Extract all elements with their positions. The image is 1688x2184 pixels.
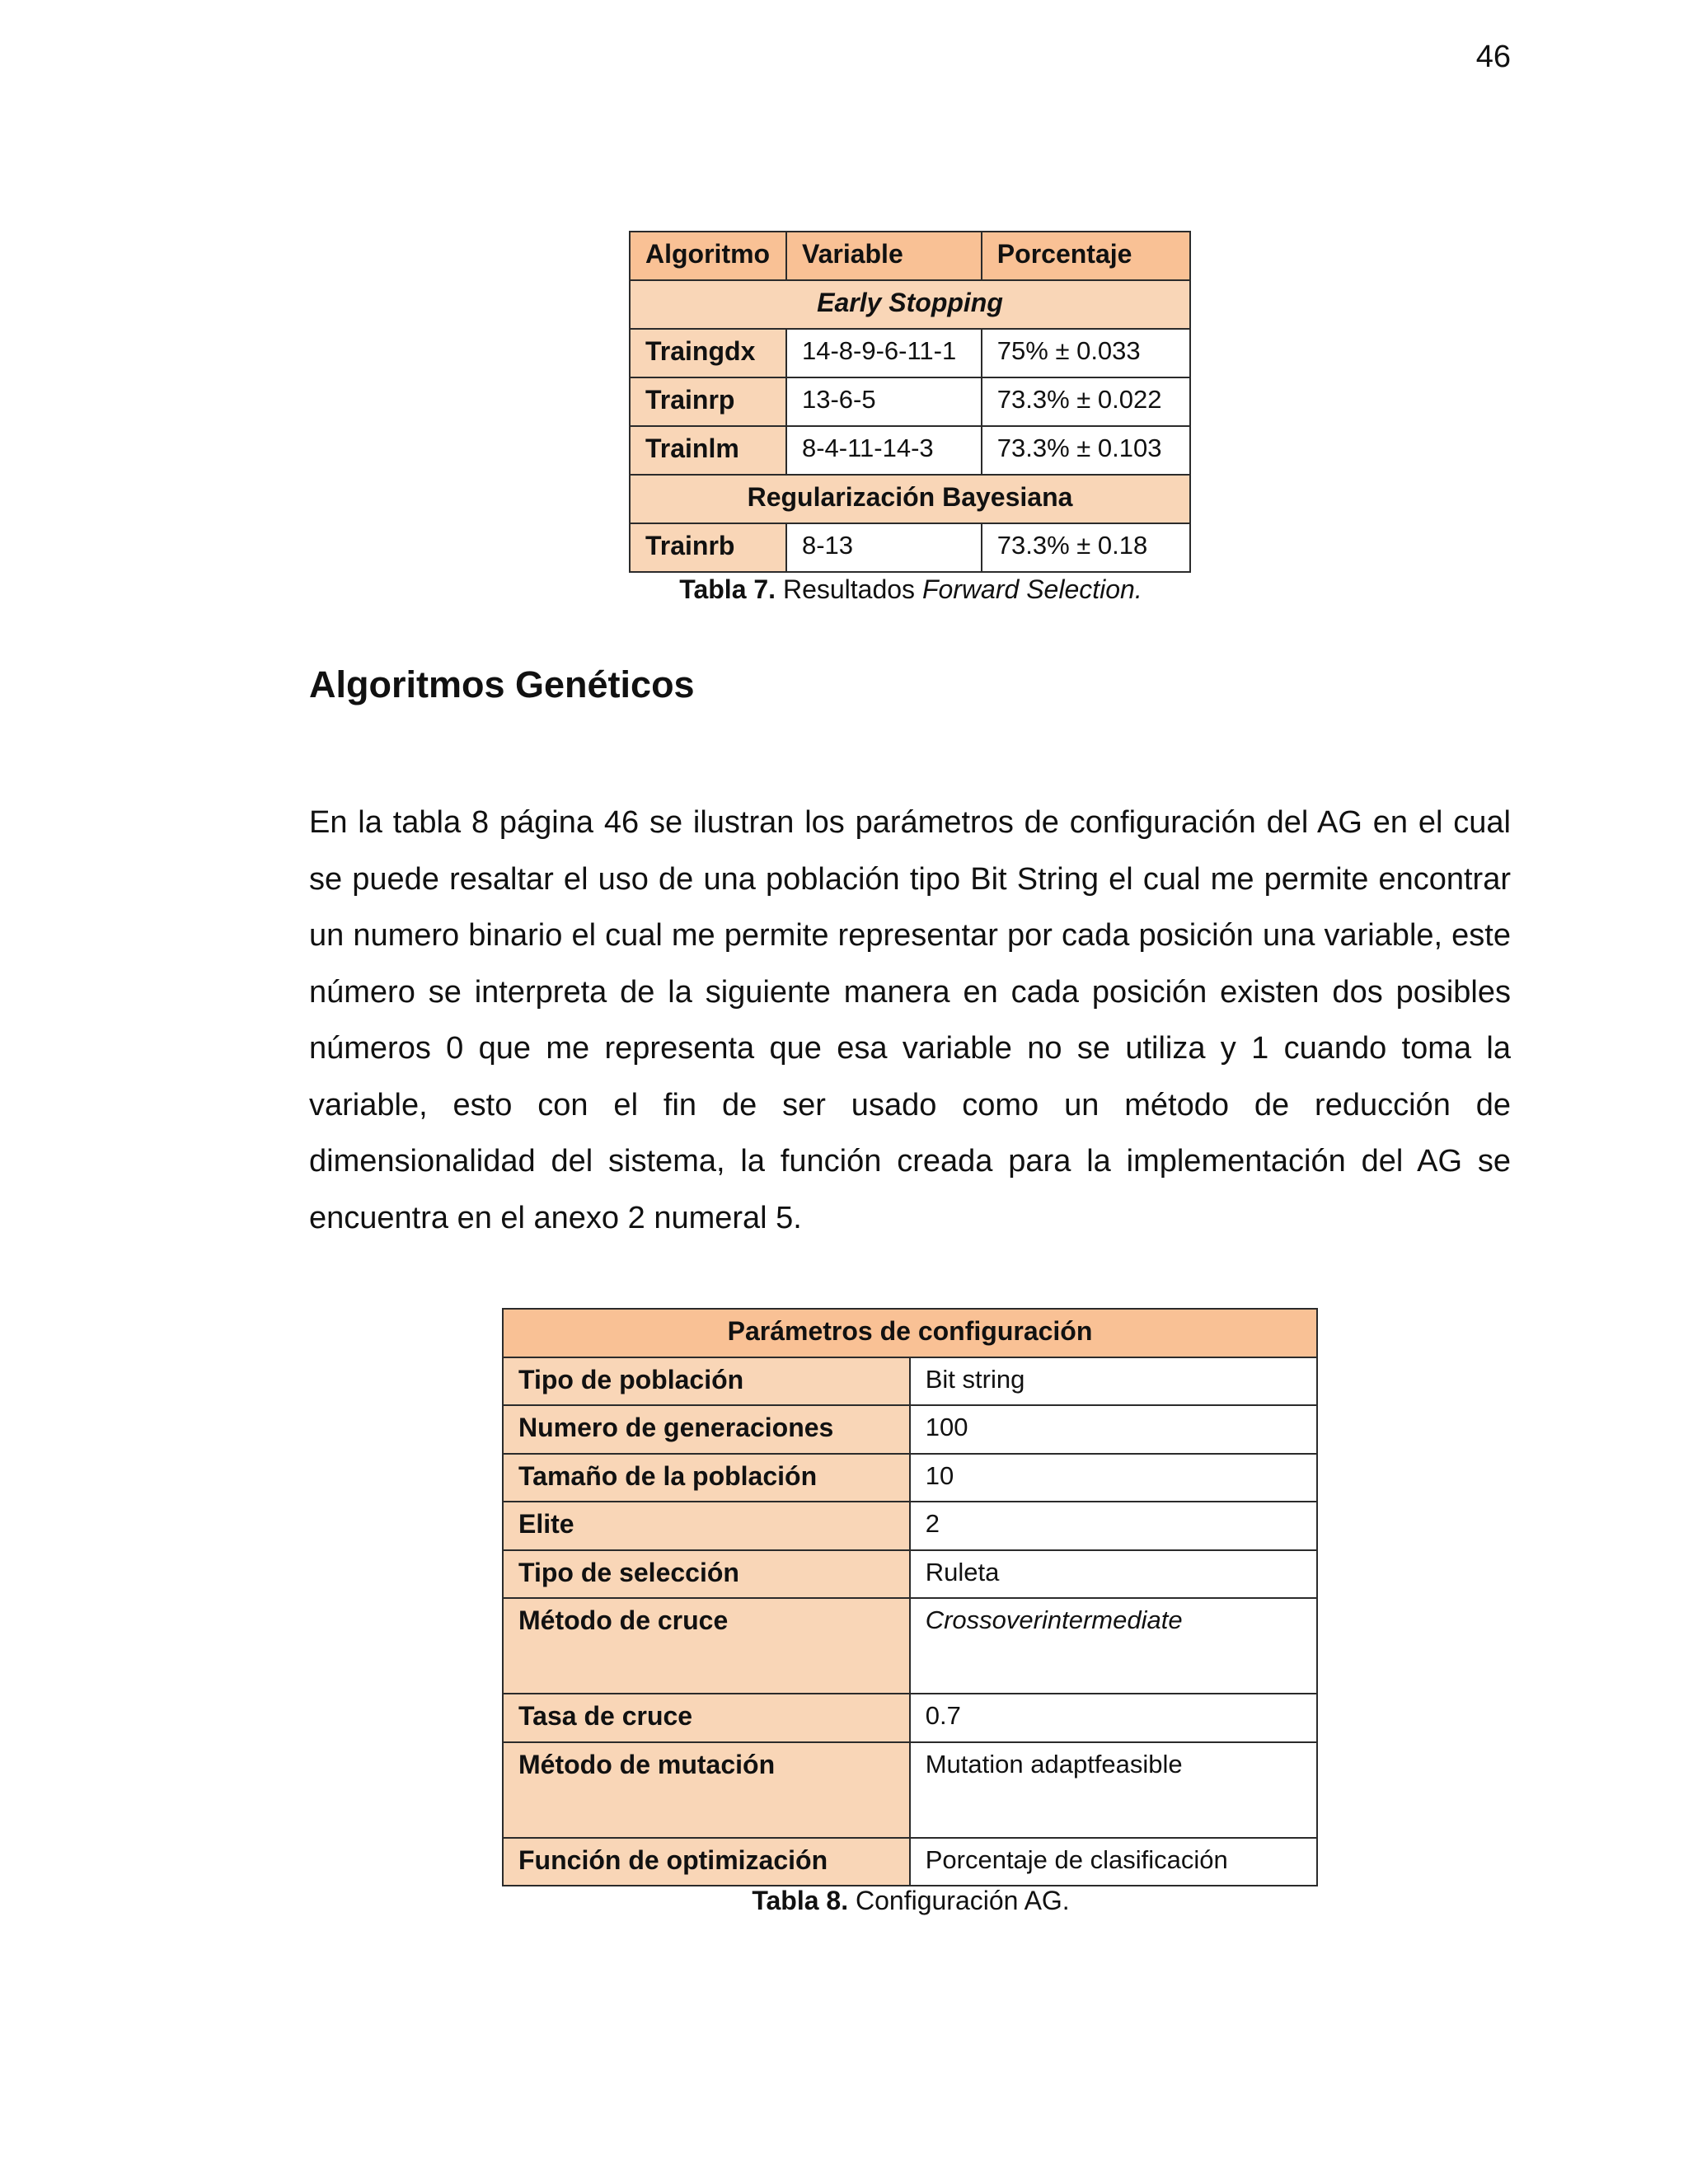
table-title: Parámetros de configuración [503,1309,1317,1357]
table-row [503,1405,1317,1454]
cell-variable: 8-13 [786,523,982,572]
table-section-row [630,280,1190,329]
param-label: Método de mutación [503,1742,910,1838]
results-table-forward-selection [629,231,1191,573]
param-value: Bit string [910,1357,1317,1406]
cell-porcentaje: 73.3% ± 0.103 [982,426,1190,475]
param-label: Tipo de población [503,1357,910,1406]
caption-text: Resultados [776,574,922,604]
column-header-variable: Variable [786,232,982,280]
caption-label: Tabla 8. [752,1886,849,1915]
cell-variable: 8-4-11-14-3 [786,426,982,475]
param-label: Tamaño de la población [503,1454,910,1502]
caption-label: Tabla 7. [679,574,776,604]
cell-variable: 14-8-9-6-11-1 [786,329,982,377]
caption-text: Configuración AG. [848,1886,1070,1915]
ag-configuration-table [502,1308,1318,1886]
param-value: 100 [910,1405,1317,1454]
param-label: Tipo de selección [503,1550,910,1599]
table-row [503,1454,1317,1502]
param-value: 10 [910,1454,1317,1502]
param-label: Método de cruce [503,1598,910,1694]
cell-algoritmo: Traingdx [630,329,786,377]
column-header-algoritmo: Algoritmo [630,232,786,280]
param-label: Elite [503,1502,910,1550]
param-value: Porcentaje de clasificación [910,1838,1317,1886]
table-row [630,426,1190,475]
cell-algoritmo: Trainrb [630,523,786,572]
cell-variable: 13-6-5 [786,377,982,426]
section-early-stopping: Early Stopping [630,280,1190,329]
cell-algoritmo: Trainrp [630,377,786,426]
param-label: Tasa de cruce [503,1694,910,1742]
caption-italic: Forward Selection. [921,574,1142,604]
table7-caption [0,574,1688,605]
table-row [503,1357,1317,1406]
table-row [630,377,1190,426]
cell-porcentaje: 73.3% ± 0.18 [982,523,1190,572]
param-value: 0.7 [910,1694,1317,1742]
table-section-row [630,475,1190,523]
body-paragraph: En la tabla 8 página 46 se ilustran los parámetros de configuración del AG en el cual se puede resaltar el uso de una población tipo Bit String el cual me permite encontrar un numero binario el cual me permite representar por cada posición una variable, este número se interpreta de la siguiente manera en cada posición existen dos posibles números 0 que me representa que esa variable no se utiliza y 1 cuando toma la variable, esto con el fin de ser usado como un método de reducción de dimensionalidad del sistema, la función creada para la implementación del AG se encuentra en el anexo 2 numeral 5. [309,805,1511,1235]
table-row [630,523,1190,572]
table-row [630,329,1190,377]
table-header-row [503,1309,1317,1357]
column-header-porcentaje: Porcentaje [982,232,1190,280]
page-number: 46 [1475,40,1511,74]
param-label: Numero de generaciones [503,1405,910,1454]
param-label: Función de optimización [503,1838,910,1886]
table-row [503,1598,1317,1694]
cell-porcentaje: 73.3% ± 0.022 [982,377,1190,426]
param-value: Ruleta [910,1550,1317,1599]
table-row [503,1838,1317,1886]
table8-caption [0,1886,1688,1916]
section-regularizacion-bayesiana: Regularización Bayesiana [630,475,1190,523]
table-row [503,1742,1317,1838]
param-value: Mutation adaptfeasible [910,1742,1317,1838]
table-row [503,1550,1317,1599]
table-row [503,1694,1317,1742]
section-heading: Algoritmos Genéticos [309,663,695,705]
cell-porcentaje: 75% ± 0.033 [982,329,1190,377]
table-header-row [630,232,1190,280]
cell-algoritmo: Trainlm [630,426,786,475]
table-row [503,1502,1317,1550]
param-value: 2 [910,1502,1317,1550]
param-value: Crossoverintermediate [910,1598,1317,1694]
